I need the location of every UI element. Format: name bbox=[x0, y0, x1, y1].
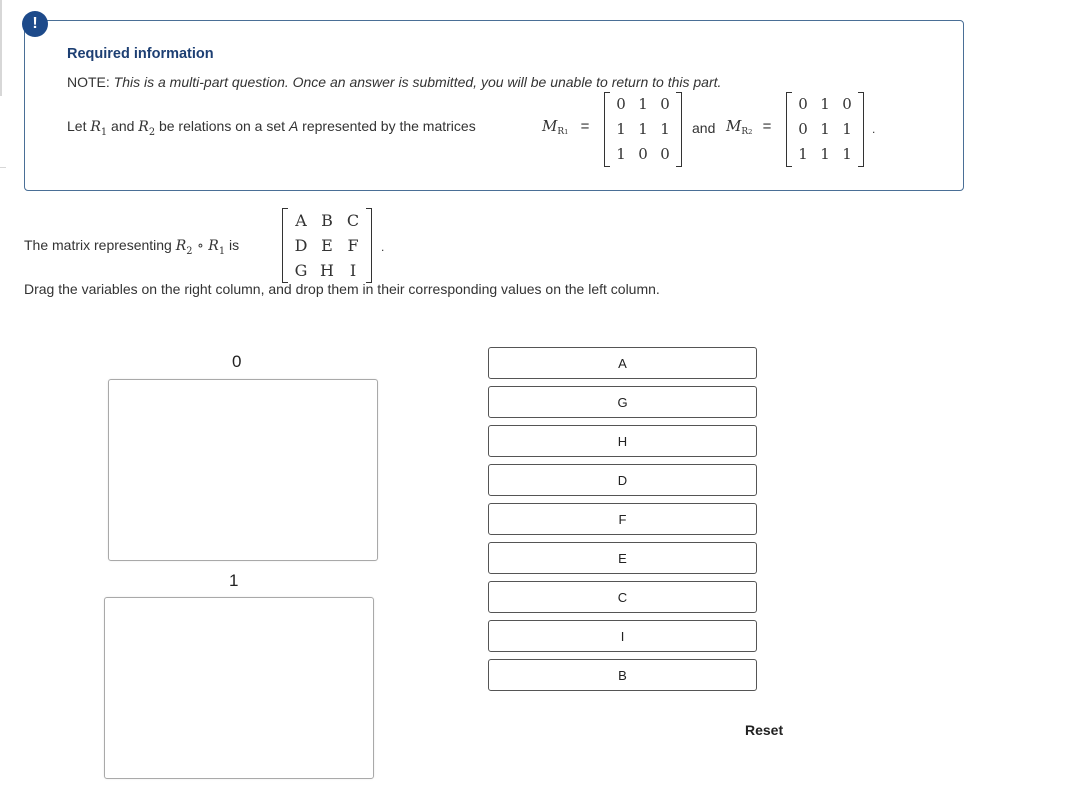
variable-matrix-cell: A bbox=[295, 211, 307, 230]
left-edge-rule bbox=[0, 0, 2, 96]
matrix-r1-cell: 0 bbox=[616, 95, 626, 113]
matrix-r1-cell: 1 bbox=[616, 120, 626, 138]
matrix-r2-cell: 1 bbox=[820, 120, 830, 138]
note-body: This is a multi-part question. Once an answer is submitted, you will be unable to return to this part. bbox=[113, 74, 722, 90]
drop-zone-1[interactable] bbox=[104, 597, 374, 779]
matrix-r1-cell: 1 bbox=[660, 120, 670, 138]
variable-matrix-cell: E bbox=[321, 236, 333, 255]
draggable-tile[interactable]: B bbox=[488, 659, 757, 691]
m-r2-label: $M_{R2}$ = bbox=[726, 117, 772, 137]
draggable-tile[interactable]: D bbox=[488, 464, 757, 496]
composed-prefix: The matrix representing bbox=[24, 237, 176, 253]
matrix-r2-cell: 0 bbox=[798, 95, 808, 113]
represented-text: represented by the matrices bbox=[298, 118, 476, 134]
alert-icon: ! bbox=[22, 11, 48, 37]
variable-matrix-cell: I bbox=[349, 261, 357, 280]
r2-symbol: $R_2$ bbox=[138, 119, 156, 138]
and-between-matrices: and bbox=[692, 120, 716, 136]
composed-statement bbox=[24, 237, 240, 257]
note-text bbox=[67, 74, 721, 90]
matrix-r2-cell: 1 bbox=[842, 120, 852, 138]
matrix-r1-cell: 0 bbox=[660, 145, 670, 163]
composed-r1: $R_1$ bbox=[208, 238, 226, 257]
matrix-r2-cell: 1 bbox=[842, 145, 852, 163]
draggable-tile[interactable]: G bbox=[488, 386, 757, 418]
matrix-r2-cell: 0 bbox=[798, 120, 808, 138]
relations-text: be relations on a set bbox=[155, 118, 289, 134]
matrix-r1-cell: 0 bbox=[638, 145, 648, 163]
set-name: A bbox=[288, 118, 299, 134]
composed-r2: $R_2$ bbox=[175, 238, 193, 257]
draggable-tile[interactable]: E bbox=[488, 542, 757, 574]
drop-zone-0[interactable] bbox=[108, 379, 378, 561]
drag-instruction: Drag the variables on the right column, and drop them in their corresponding values on the left column. bbox=[24, 281, 660, 297]
matrix-r2-cell: 1 bbox=[820, 145, 830, 163]
draggable-tile[interactable]: C bbox=[488, 581, 757, 613]
matrix-r2-cell: 1 bbox=[820, 95, 830, 113]
r1-symbol: $R_1$ bbox=[90, 119, 108, 138]
matrix-r1 bbox=[610, 92, 676, 167]
matrix-r2-cell: 0 bbox=[842, 95, 852, 113]
variable-matrix-cell: D bbox=[294, 236, 308, 255]
relations-statement bbox=[67, 118, 476, 138]
matrix-r1-cell: 1 bbox=[638, 120, 648, 138]
matrix-r2-cell: 1 bbox=[798, 145, 808, 163]
m-r1-label: $M_{R1}$ = bbox=[542, 117, 590, 137]
reset-button[interactable]: Reset bbox=[733, 718, 795, 742]
composition-op: ∘ bbox=[192, 238, 209, 254]
matrix-r1-cell: 1 bbox=[616, 145, 626, 163]
variable-matrix-cell: B bbox=[321, 211, 333, 230]
draggable-tile[interactable]: F bbox=[488, 503, 757, 535]
drop-zone-label-1: 1 bbox=[229, 571, 239, 590]
variable-matrix-period: . bbox=[381, 240, 385, 254]
variable-matrix-cell: F bbox=[347, 236, 359, 255]
composed-is: is bbox=[225, 237, 240, 253]
matrix-r1-cell: 1 bbox=[638, 95, 648, 113]
drop-zone-label-0: 0 bbox=[232, 352, 242, 371]
note-prefix: NOTE: bbox=[67, 74, 114, 90]
draggable-tile[interactable]: A bbox=[488, 347, 757, 379]
let-prefix: Let bbox=[67, 118, 91, 134]
variable-matrix-cell: H bbox=[320, 261, 334, 280]
matrix-period: . bbox=[872, 122, 876, 136]
draggable-tile[interactable]: I bbox=[488, 620, 757, 652]
variable-matrix-cell: G bbox=[294, 261, 308, 280]
and-word: and bbox=[107, 118, 139, 134]
matrix-r2 bbox=[792, 92, 858, 167]
required-info-title: Required information bbox=[67, 46, 214, 62]
variable-matrix bbox=[288, 208, 366, 283]
draggable-tile[interactable]: H bbox=[488, 425, 757, 457]
left-edge-tick bbox=[0, 167, 6, 168]
variable-matrix-cell: C bbox=[346, 211, 360, 230]
matrix-r1-cell: 0 bbox=[660, 95, 670, 113]
